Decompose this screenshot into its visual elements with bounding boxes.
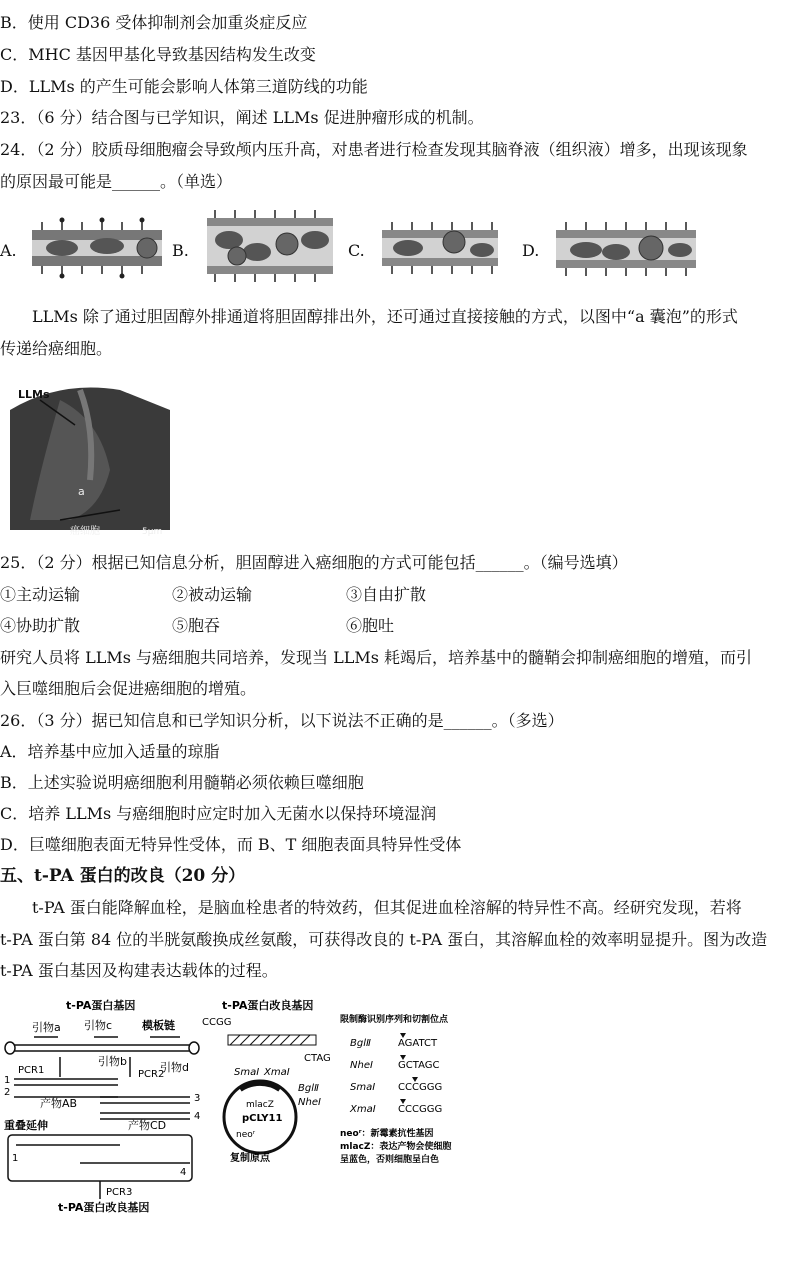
improved-gene-label: t-PA蛋白改良基因 — [58, 1201, 150, 1214]
vessel-a-image — [32, 212, 162, 282]
q25-option-4: ④协助扩散 — [0, 616, 81, 635]
pcr1-label: PCR1 — [18, 1065, 45, 1076]
primer-a-label: 引物a — [32, 1021, 61, 1034]
strand-3: 3 — [194, 1093, 201, 1104]
vessel-b-image — [207, 204, 333, 286]
micrograph-llms-label: LLMs — [18, 388, 50, 401]
micrograph-image — [0, 370, 180, 540]
pcr3-label: PCR3 — [106, 1187, 133, 1198]
enzyme-table-title: 限制酶识别序列和切割位点 — [340, 1015, 449, 1025]
xmai-label: XmaⅠ — [264, 1067, 290, 1078]
vessel-d-image — [556, 212, 696, 284]
primer-b-label: 引物b — [98, 1055, 127, 1068]
seq-smai: CCCGGG — [398, 1082, 443, 1093]
plasmid-gene-title: t-PA蛋白改良基因 — [222, 999, 314, 1012]
question-24-stem: 24．（2 分）胶质母细胞瘤会导致颅内压升高，对患者进行检查发现其脑脊液（组织液）增多，出现该现象 — [0, 140, 748, 159]
pcr-diagram — [0, 995, 210, 1215]
note-neor: neoʳ：新霉素抗性基因 — [340, 1129, 434, 1139]
enzyme-bglii: BglⅡ — [350, 1038, 371, 1049]
enzyme-nhei: NheⅠ — [350, 1060, 373, 1071]
q24-option-d-label: D. — [522, 241, 540, 260]
mlacz-label: mlacZ — [246, 1100, 274, 1110]
seq-xmai: CCCGGG — [398, 1104, 443, 1115]
option-d-line: D．LLMs 的产生可能会影响人体第三道防线的功能 — [0, 77, 368, 96]
nhei-label: NheⅠ — [298, 1097, 321, 1108]
note-mlacz-cont: 呈蓝色，否则细胞呈白色 — [340, 1155, 440, 1165]
product-ab-label: 产物AB — [40, 1097, 78, 1110]
strand-2: 2 — [4, 1087, 11, 1098]
q25-option-6: ⑥胞吐 — [346, 616, 395, 635]
strand-1: 1 — [4, 1075, 11, 1086]
overlap-label: 重叠延伸 — [4, 1119, 48, 1132]
overlap-1: 1 — [12, 1153, 19, 1164]
enzyme-table — [340, 1010, 480, 1170]
template-label: 模板链 — [142, 1019, 175, 1032]
q25-option-5: ⑤胞吞 — [172, 616, 221, 635]
option-c-line: C．MHC 基因甲基化导致基因结构发生改变 — [0, 45, 316, 64]
seq-bglii: AGATCT — [398, 1038, 438, 1049]
culture-paragraph-cont: 入巨噬细胞后会促进癌细胞的增殖。 — [0, 679, 257, 698]
neor-label: neoʳ — [236, 1130, 256, 1140]
overlap-4: 4 — [180, 1167, 187, 1178]
seq-nhei: GCTAGC — [398, 1060, 440, 1071]
section-5-paragraph-2: t-PA 蛋白第 84 位的半胱氨酸换成丝氨酸，可获得改良的 t-PA 蛋白，其溶解血栓的效率明显提升。图为改造 — [0, 930, 768, 949]
question-23: 23．（6 分）结合图与已学知识，阐述 LLMs 促进肿瘤形成的机制。 — [0, 108, 484, 127]
bglii-label: BglⅡ — [298, 1083, 319, 1094]
question-26-stem: 26．（3 分）据已知信息和已学知识分析，以下说法不正确的是______。（多选） — [0, 711, 564, 730]
culture-paragraph: 研究人员将 LLMs 与癌细胞共同培养，发现当 LLMs 耗竭后，培养基中的髓鞘会抑制癌细胞的增殖，而引 — [0, 648, 753, 667]
micrograph-cancer-label: 癌细胞 — [70, 526, 100, 537]
section-5-title: 五、t-PA 蛋白的改良（20 分） — [0, 866, 246, 886]
section-5-paragraph-1: t-PA 蛋白能降解血栓，是脑血栓患者的特效药，但其促进血栓溶解的特异性不高。经研究发现，若将 — [32, 898, 742, 917]
strand-4: 4 — [194, 1111, 201, 1122]
primer-d-label: 引物d — [160, 1061, 189, 1074]
q25-option-3: ③自由扩散 — [346, 585, 427, 604]
q26-option-d: D．巨噬细胞表面无特异性受体，而 B、T 细胞表面具特异性受体 — [0, 835, 462, 854]
enzyme-smai: SmaⅠ — [350, 1082, 376, 1093]
plasmid-name: pCLY11 — [242, 1113, 283, 1124]
product-cd-label: 产物CD — [128, 1119, 167, 1132]
pcr2-label: PCR2 — [138, 1069, 165, 1080]
llms-paragraph: LLMs 除了通过胆固醇外排通道将胆固醇排出外，还可通过直接接触的方式，以图中“a 囊泡”的形式 — [32, 307, 738, 326]
ctag-label: CTAG — [304, 1053, 331, 1064]
q25-option-1: ①主动运输 — [0, 585, 81, 604]
q24-option-a-label: A. — [0, 241, 17, 260]
pcr-title: t-PA蛋白基因 — [66, 999, 136, 1012]
question-25-stem: 25．（2 分）根据已知信息分析，胆固醇进入癌细胞的方式可能包括______。（编号选填） — [0, 553, 628, 572]
micrograph-a-label: a — [78, 485, 85, 498]
ccgg-label: CCGG — [202, 1017, 232, 1028]
q25-option-2: ②被动运输 — [172, 585, 253, 604]
llms-paragraph-cont: 传递给癌细胞。 — [0, 339, 113, 358]
q26-option-b: B．上述实验说明癌细胞利用髓鞘必须依赖巨噬细胞 — [0, 773, 364, 792]
vessel-c-image — [382, 212, 498, 284]
primer-c-label: 引物c — [84, 1019, 113, 1032]
plasmid-diagram — [200, 995, 340, 1175]
q26-option-c: C．培养 LLMs 与癌细胞时应定时加入无菌水以保持环境湿润 — [0, 804, 437, 823]
smai-label: SmaⅠ — [234, 1067, 260, 1078]
q26-option-a: A．培养基中应加入适量的琼脂 — [0, 742, 220, 761]
option-b-line: B．使用 CD36 受体抑制剂会加重炎症反应 — [0, 13, 308, 32]
q24-option-b-label: B. — [172, 241, 189, 260]
micrograph-scale: 5μm — [142, 527, 163, 537]
note-mlacz: mlacZ：表达产物会使细胞 — [340, 1142, 452, 1152]
q24-option-c-label: C. — [348, 241, 365, 260]
question-24-stem-cont: 的原因最可能是______。（单选） — [0, 172, 233, 191]
section-5-paragraph-3: t-PA 蛋白基因及构建表达载体的过程。 — [0, 961, 278, 980]
ori-label: 复制原点 — [230, 1153, 270, 1164]
enzyme-xmai: XmaⅠ — [350, 1104, 376, 1115]
